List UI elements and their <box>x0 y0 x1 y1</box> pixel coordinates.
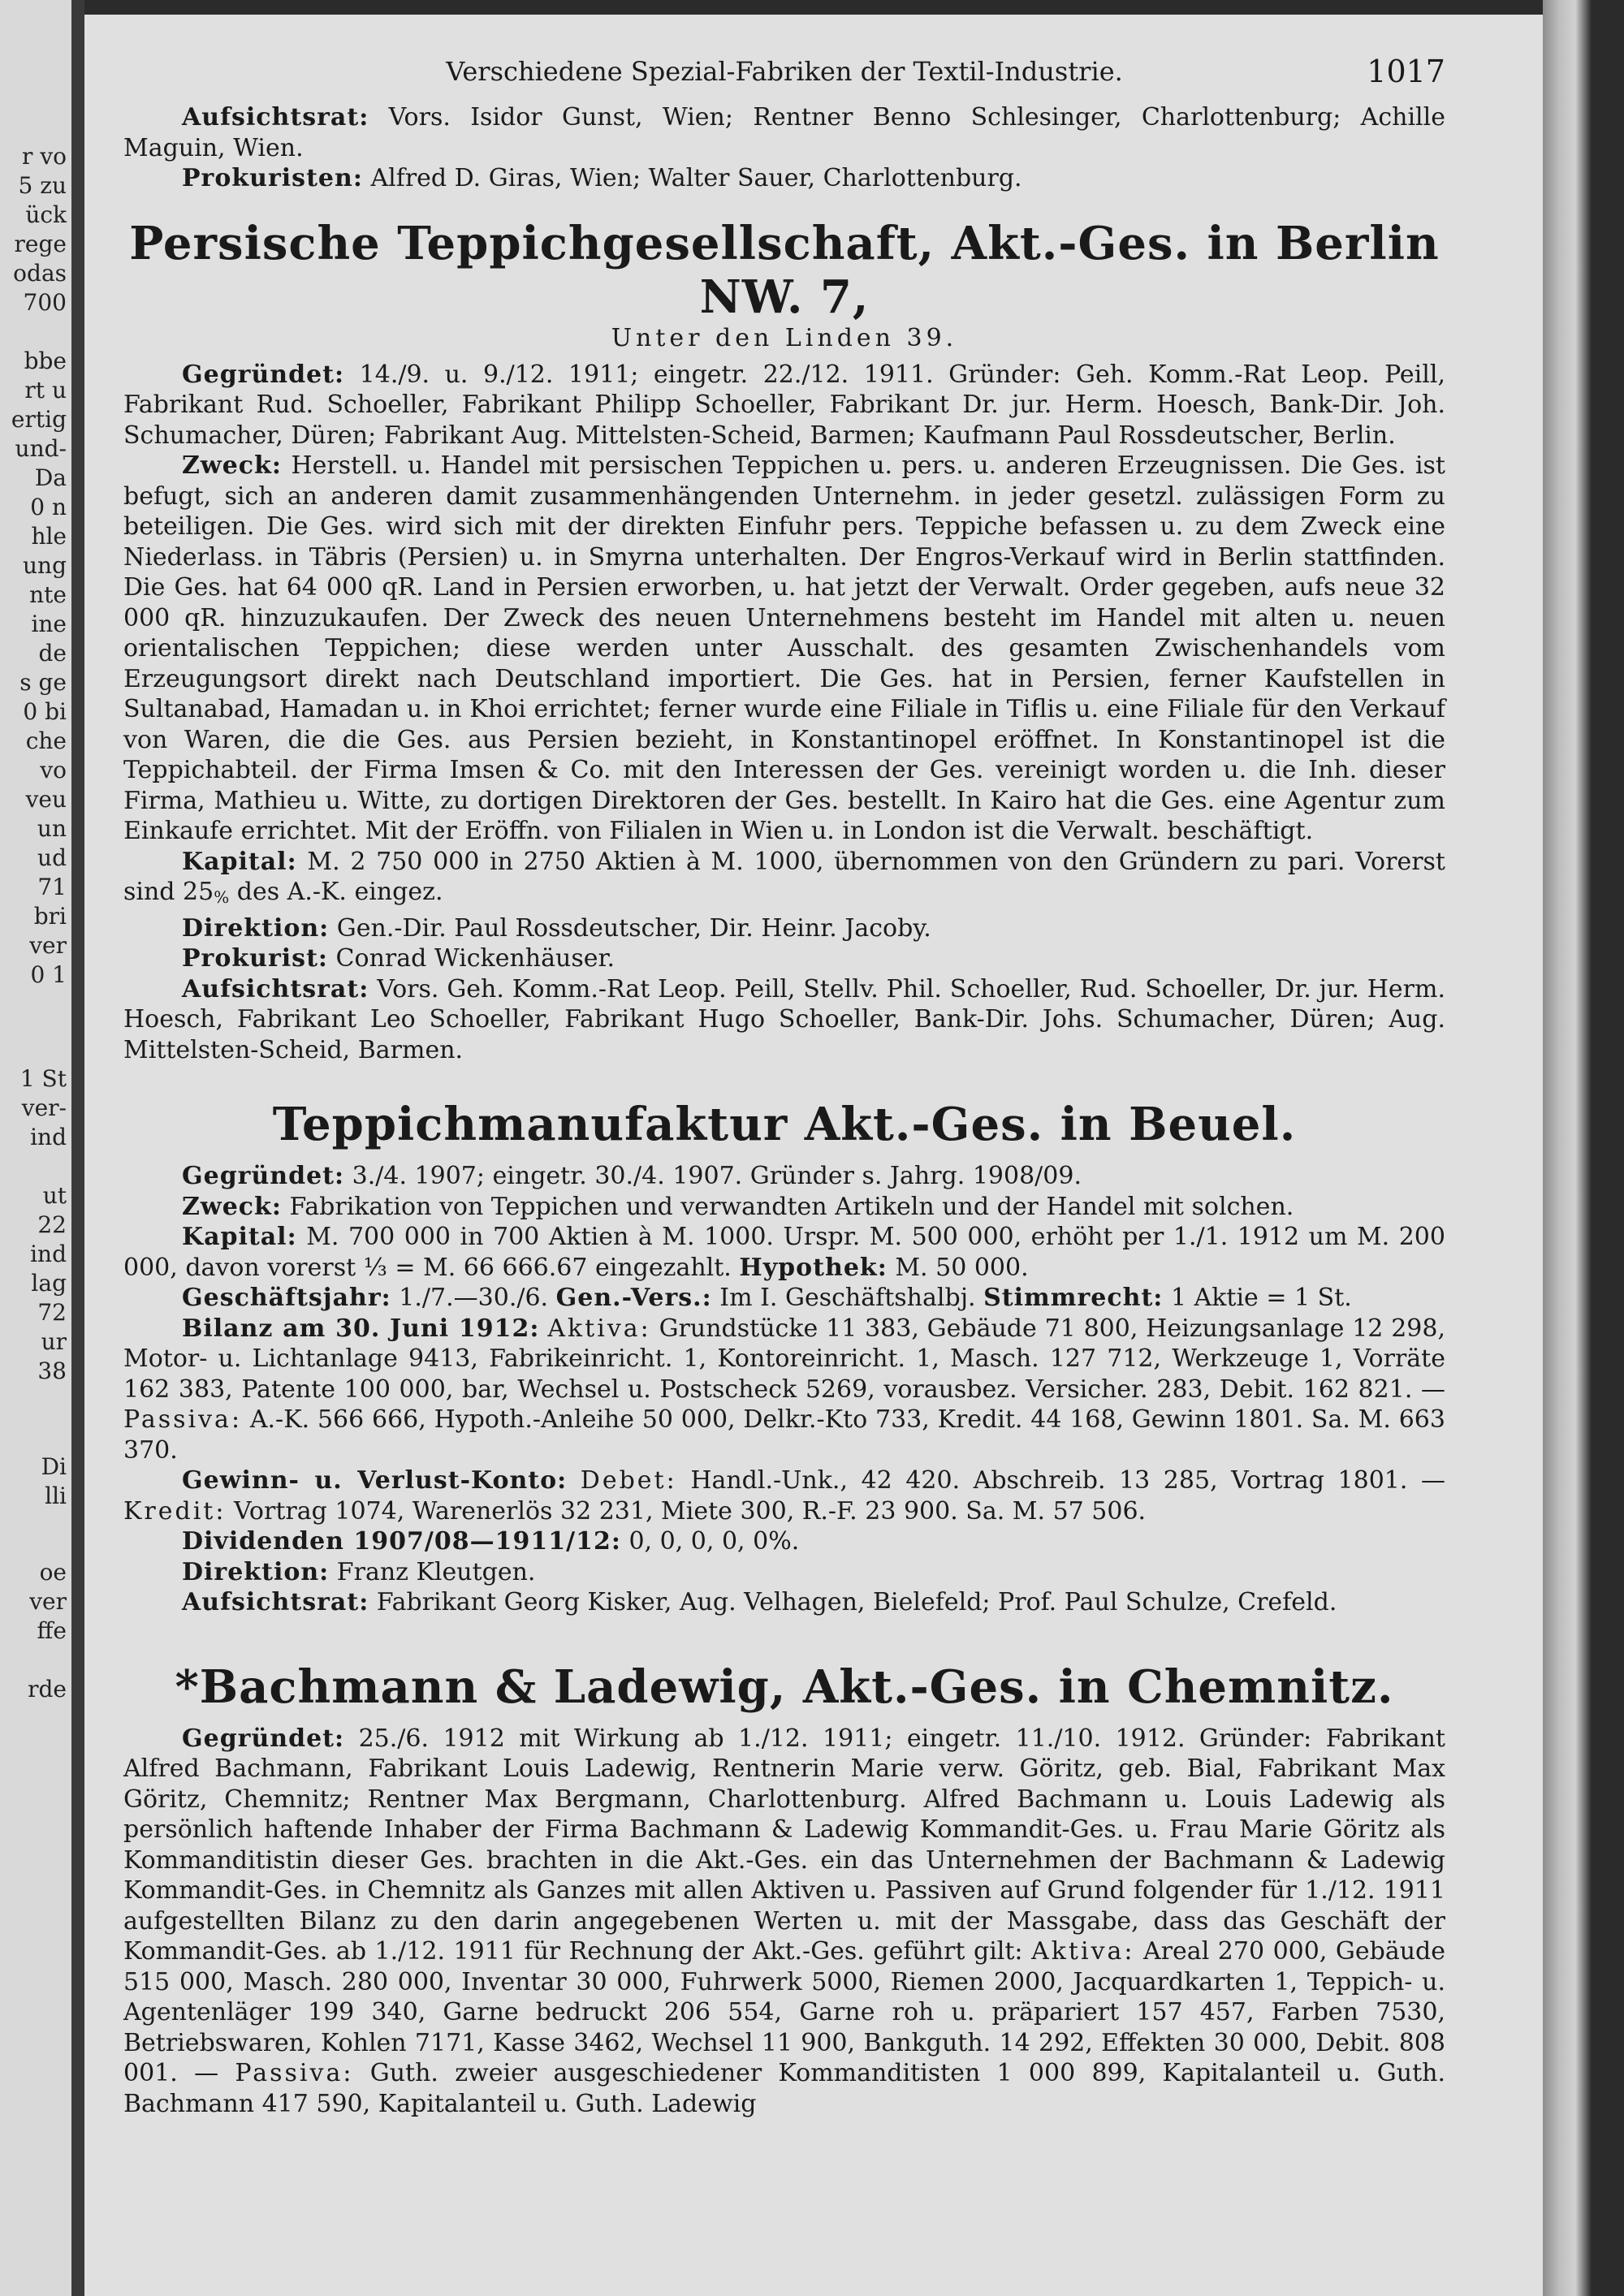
geschaeftsjahr-label: Geschäftsjahr: <box>182 1284 391 1312</box>
stimmrecht-label: Stimmrecht: <box>983 1284 1164 1312</box>
gegruendet-text: 3./4. 1907; eingetr. 30./4. 1907. Gründer s. Jahrg. 1908/09. <box>352 1162 1082 1190</box>
previous-prokuristen <box>123 163 1445 194</box>
margin-fragment: 700 <box>23 289 67 316</box>
running-title: Verschiedene Spezial-Fabriken der Textil-Industrie. <box>446 56 1123 87</box>
zweck-text: Herstell. u. Handel mit persischen Teppichen u. pers. u. anderen Erzeugnissen. Die Ges. ist befugt, sich an anderen damit zusammenhängenden Unternehm. in jeder gesetzl. zulässigen Form zu beteiligen. Die Ges. wird sich mit der direkten Einfuhr pers. Teppiche befassen u. zu dem Zweck eine Niederlass. in Täbris (Persien) u. in Smyrna unterhalten. Der Engros-Verkauf wird in Berlin stattfinden. Die Ges. hat 64 000 qR. Land in Persien erworben, u. hat jetzt der Verwalt. Order gegeben, aufs neue 32 000 qR. hinzuzukaufen. Der Zweck des neuen Unternehmens besteht im Handel mit alten u. neuen orientalischen Teppichen; diese werden unter Ausschalt. des gesamten Zwischenhandels vom Erzeugungsort direkt nach Deutschland importiert. Die Ges. hat in Persien, ferner Kaufstellen in Sultanabad, Hamadan u. in Khoi errichtet; ferner wurde eine Filiale in Tiflis u. eine Filiale für den Verkauf von Waren, die die Ges. aus Persien bezieht, in Konstantinopel eröffnet. In Konstantinopel ist die Teppichabteil. der Firma Imsen & Co. mit den Interessen der Ges. vereinigt worden u. die Inh. dieser Firma, Mathieu u. Witte, zu dortigen Direktoren der Ges. bestellt. In Kairo hat die Ges. eine Agentur zum Einkaufe errichtet. Mit der Eröffn. von Filialen in Wien u. in London ist die Verwalt. beschäftigt. <box>123 451 1445 845</box>
margin-fragment: 0 n <box>30 494 67 520</box>
margin-fragment: rege <box>14 231 67 257</box>
bilanz-aktiva-text: Grundstücke 11 383, Gebäude 71 800, Heizungsanlage 12 298, Motor- u. Lichtanlage 9413, Fabrikeinricht. 1, Kontoreinricht. 1, Masch. 127 712, Werkzeuge 1, Vorräte 162 383, Patente 100 000, bar, Wechsel u. Postscheck 5269, vorausbez. Versicher. 283, Debit. 162 821. — <box>123 1314 1445 1404</box>
passiva-label: Passiva: <box>123 1405 243 1434</box>
margin-fragment: nte <box>29 581 67 608</box>
margin-fragment: ver <box>29 1588 67 1615</box>
hypothek-text: M. 50 000. <box>895 1253 1029 1282</box>
margin-fragment: ur <box>41 1328 67 1355</box>
dividenden-text: 0, 0, 0, 0, 0%. <box>628 1527 800 1556</box>
entry-gegruendet <box>123 1724 1445 2120</box>
margin-fragment: ertig <box>11 406 67 433</box>
aktiva-label: Aktiva: <box>1031 1937 1135 1966</box>
aufsichtsrat-label: Aufsichtsrat: <box>182 974 369 1003</box>
margin-fragment: und- <box>15 435 67 462</box>
margin-fragment: 72 <box>37 1299 67 1326</box>
passiva-label: Passiva: <box>235 2059 354 2087</box>
entry-direktion <box>123 1557 1445 1588</box>
prokuristen-text: Alfred D. Giras, Wien; Walter Sauer, Charlottenburg. <box>370 164 1022 192</box>
entry-zweck <box>123 1192 1445 1223</box>
margin-fragment: Di <box>41 1453 67 1480</box>
margin-fragment: Da <box>34 464 67 491</box>
aufsichtsrat-text: Vors. Isidor Gunst, Wien; Rentner Benno Schlesinger, Charlottenburg; Achille Maguin, Wien. <box>123 103 1445 162</box>
entry-title: Teppichmanufaktur Akt.-Ges. in Beuel. <box>272 1098 1297 1151</box>
entry-gegruendet <box>123 360 1445 451</box>
margin-fragment: rde <box>28 1676 67 1703</box>
margin-fragment: 71 <box>37 874 67 900</box>
entry-direktion <box>123 913 1445 944</box>
prokurist-label: Prokurist: <box>182 944 328 973</box>
margin-fragment: bri <box>33 903 67 930</box>
margin-fragment: s ge <box>19 669 67 696</box>
passiva-text: Guth. zweier ausgeschiedener Kommanditisten 1 000 899, Kapitalanteil u. Guth. Bachmann 417 590, Kapitalanteil u. Guth. Ladewig <box>123 2059 1446 2118</box>
gegruendet-label: Gegründet: <box>182 1724 345 1753</box>
margin-fragment: ver <box>29 932 67 959</box>
margin-fragment: r vo <box>22 143 67 170</box>
genvers-label: Gen.-Vers.: <box>555 1284 712 1312</box>
direktion-text: Franz Kleutgen. <box>336 1557 536 1586</box>
kredit-label: Kredit: <box>123 1496 227 1526</box>
page-number: 1017 <box>1367 54 1445 89</box>
margin-fragment: 5 zu <box>18 172 67 199</box>
entry-title: *Bachmann & Ladewig, Akt.-Ges. in Chemnitz. <box>175 1659 1394 1714</box>
entry-address: Unter den Linden 39. <box>611 323 958 352</box>
stimmrecht-text: 1 Aktie = 1 St. <box>1170 1284 1352 1312</box>
entry-gegruendet <box>123 1161 1445 1192</box>
entry-bilanz <box>123 1314 1445 1466</box>
previous-page-margin <box>0 0 71 2296</box>
bilanz-label: Bilanz am 30. Juni 1912: <box>182 1314 540 1343</box>
guv-label: Gewinn- u. Verlust-Konto: <box>182 1466 568 1495</box>
margin-fragment: ind <box>30 1241 67 1267</box>
margin-fragment: ver- <box>21 1094 67 1121</box>
margin-fragment: rt u <box>24 377 67 404</box>
previous-aufsichtsrat <box>123 102 1445 163</box>
entry-zweck <box>123 451 1445 847</box>
entry-guv <box>123 1465 1445 1526</box>
geschaeftsjahr-text: 1./7.—30./6. <box>399 1284 549 1312</box>
zweck-label: Zweck: <box>182 451 282 480</box>
kapital-label: Kapital: <box>182 847 297 876</box>
running-header <box>123 54 1445 102</box>
margin-fragment: ine <box>31 611 67 637</box>
margin-fragment: ind <box>30 1124 67 1150</box>
page-content <box>123 54 1446 2119</box>
margin-fragment: 0 1 <box>30 961 67 988</box>
margin-fragment: un <box>37 815 67 842</box>
margin-fragment: de <box>38 640 67 667</box>
debet-label: Debet: <box>580 1466 677 1495</box>
margin-fragment: lag <box>31 1270 67 1297</box>
entry-kapital <box>123 1222 1445 1283</box>
gegruendet-text: 14./9. u. 9./12. 1911; eingetr. 22./12. 1911. Gründer: Geh. Komm.-Rat Leop. Peill, Fabrikant Rud. Schoeller, Fabrikant Philipp Schoeller, Fabrikant Dr. jur. Herm. Hoesch, Bank-Dir. Joh. Schumacher, Düren; Fabrikant Aug. Mittelsten-Scheid, Barmen; Kaufmann Paul Rossdeutscher, Berlin. <box>123 360 1445 450</box>
margin-fragment: 0 bi <box>23 698 67 725</box>
prokurist-text: Conrad Wickenhäuser. <box>335 944 615 973</box>
direktion-label: Direktion: <box>182 913 330 943</box>
gegruendet-label: Gegründet: <box>182 1162 345 1190</box>
entry-prokurist <box>123 943 1445 974</box>
kapital-text-end: des A.-K. eingez. <box>236 878 443 906</box>
hypothek-label: Hypothek: <box>739 1253 888 1282</box>
genvers-text: Im I. Geschäftshalbj. <box>719 1284 976 1312</box>
margin-fragment: vo <box>40 757 67 783</box>
margin-fragment: ud <box>37 844 67 871</box>
entry-kapital <box>123 847 1445 913</box>
aktiva-text: Areal 270 000, Gebäude 515 000, Masch. 280 000, Inventar 30 000, Fuhrwerk 5000, Riemen 2000, Jacquardkarten 1, Teppich- u. Agentenläger 199 340, Garne bedruckt 206 554, Garne roh u. präpariert 157 457, Farben 7530, Betriebswaren, Kohlen 7171, Kasse 3462, Wechsel 11 900, Bankguth. 14 292, Effekten 30 000, Debit. 808 001. — <box>123 1937 1445 2087</box>
aktiva-label: Aktiva: <box>547 1314 651 1343</box>
zweck-label: Zweck: <box>182 1192 282 1221</box>
entry-title: Persische Teppichgesellschaft, Akt.-Ges. in Berlin NW. 7, <box>129 216 1440 324</box>
margin-fragment: lli <box>45 1482 67 1509</box>
aufsichtsrat-label: Aufsichtsrat: <box>182 1588 369 1616</box>
bilanz-passiva-text: A.-K. 566 666, Hypoth.-Anleihe 50 000, Delkr.-Kto 733, Kredit. 44 168, Gewinn 1801. Sa. M. 663 370. <box>123 1405 1445 1465</box>
zweck-text: Fabrikation von Teppichen und verwandten Artikeln und der Handel mit solchen. <box>289 1192 1294 1221</box>
margin-fragment: oe <box>39 1559 67 1586</box>
guv-debet-text: Handl.-Unk., 42 420. Abschreib. 13 285, Vortrag 1801. — <box>690 1466 1445 1495</box>
guv-kredit-text: Vortrag 1074, Warenerlös 32 231, Miete 300, R.-F. 23 900. Sa. M. 57 506. <box>234 1496 1147 1526</box>
document-page <box>84 15 1543 2296</box>
margin-fragment: odas <box>13 260 67 287</box>
direktion-label: Direktion: <box>182 1557 330 1586</box>
kapital-text: M. 700 000 in 700 Aktien à M. 1000. Urspr. M. 500 000, erhöht per 1./1. 1912 um M. 200 000, davon vorerst ⅓ = M. 66 666.67 eingezahlt. <box>123 1223 1445 1282</box>
percent-sign: % <box>214 887 230 907</box>
margin-fragment: ut <box>42 1182 67 1209</box>
margin-fragment: ffe <box>37 1617 67 1644</box>
aufsichtsrat-text: Vors. Geh. Komm.-Rat Leop. Peill, Stellv. Phil. Schoeller, Rud. Schoeller, Dr. jur. Herm. Hoesch, Fabrikant Leo Schoeller, Fabrikant Hugo Schoeller, Bank-Dir. Johs. Schumacher, Düren; Aug. Mittelsten-Scheid, Barmen. <box>123 974 1446 1064</box>
margin-fragment: hle <box>31 523 67 550</box>
aufsichtsrat-label: Aufsichtsrat: <box>182 103 369 132</box>
page-edge-shadow <box>1543 0 1624 2296</box>
margin-fragment: 1 St <box>19 1065 67 1092</box>
margin-fragment: ück <box>25 201 67 228</box>
book-gutter <box>71 0 84 2296</box>
entry-geschaeftsjahr <box>123 1283 1445 1314</box>
prokuristen-label: Prokuristen: <box>182 164 363 192</box>
entry-aufsichtsrat <box>123 1587 1445 1618</box>
entry-dividenden <box>123 1526 1445 1557</box>
kapital-label: Kapital: <box>182 1223 297 1251</box>
kapital-text: M. 2 750 000 in 2750 Aktien à M. 1000, übernommen von den Gründern zu pari. Vorerst sind 25 <box>123 847 1445 906</box>
margin-fragment: che <box>25 727 67 754</box>
aufsichtsrat-text: Fabrikant Georg Kisker, Aug. Velhagen, Bielefeld; Prof. Paul Schulze, Crefeld. <box>376 1588 1337 1616</box>
entry-aufsichtsrat <box>123 974 1445 1066</box>
dividenden-label: Dividenden 1907/08—1911/12: <box>182 1527 621 1556</box>
margin-fragment: 22 <box>37 1211 67 1238</box>
margin-fragment: veu <box>25 786 67 813</box>
margin-fragment: ung <box>23 552 67 579</box>
direktion-text: Gen.-Dir. Paul Rossdeutscher, Dir. Heinr. Jacoby. <box>336 913 931 943</box>
margin-fragment: 38 <box>37 1357 67 1384</box>
gegruendet-label: Gegründet: <box>182 360 345 389</box>
gegruendet-text: 25./6. 1912 mit Wirkung ab 1./12. 1911; eingetr. 11./10. 1912. Gründer: Fabrikant Alfred Bachmann, Fabrikant Louis Ladewig, Rentnerin Marie verw. Göritz, geb. Bial, Fabrikant Max Göritz, Chemnitz; Rentner Max Bergmann, Charlottenburg. Alfred Bachmann u. Louis Ladewig als persönlich haftende Inhaber der Firma Bachmann & Ladewig Kommandit-Ges. u. Frau Marie Göritz als Kommanditistin dieser Ges. brachten in die Akt.-Ges. ein das Unternehmen der Bachmann & Ladewig Kommandit-Ges. in Chemnitz als Ganzes mit allen Aktiven u. Passiven auf Grund folgender für 1./12. 1911 aufgestellten Bilanz zu den darin angegebenen Werten u. mit der Massgabe, dass das Geschäft der Kommandit-Ges. ab 1./12. 1911 für Rechnung der Akt.-Ges. geführt gilt: <box>123 1724 1445 1966</box>
margin-fragment: bbe <box>24 347 67 374</box>
